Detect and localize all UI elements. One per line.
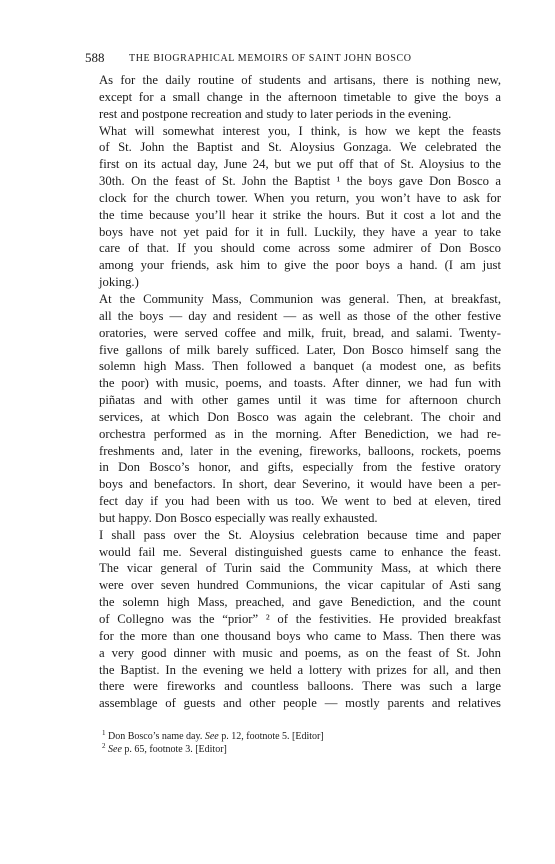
text-line: freshments and, later in the evening, fireworks, balloons, rockets, poems xyxy=(99,443,501,458)
text-line: were over seven hundred Communions, the vicar capitular of Asti sang xyxy=(99,578,501,593)
text-line: the poor) with music, poems, and toasts. After dinner, we had fun with xyxy=(99,376,501,391)
text-line: clock for the church tower. When you return, you won’t have to ask for xyxy=(99,190,501,205)
text-line: boys have not yet paid for it in full. Luckily, they have a year to take xyxy=(99,224,501,239)
paragraph xyxy=(85,123,501,291)
text-line: except for a small change in the afternoon timetable to give the boys a xyxy=(99,89,501,104)
text-line: What will somewhat interest you, I think, is how we kept the feasts xyxy=(99,123,501,138)
text-line: piñatas and with other games until it was time for afternoon church xyxy=(99,393,501,408)
text-line: At the Community Mass, Communion was general. Then, at breakfast, xyxy=(99,291,501,306)
paragraph xyxy=(85,527,501,712)
text-line: oratories, were served coffee and milk, fruit, bread, and salami. Twenty- xyxy=(99,325,501,340)
text-line: the solemn high Mass, preached, and gave Benediction, and the count xyxy=(99,595,501,610)
text-line: first on its actual day, June 24, but we put off that of St. Aloysius to the xyxy=(99,157,501,172)
footnotes xyxy=(102,730,502,756)
text-line: five gallons of milk barely sufficed. Later, Don Bosco himself sang the xyxy=(99,342,501,357)
text-line: As for the daily routine of students and artisans, there is nothing new, xyxy=(99,73,501,87)
text-line: a very good dinner with music and poems, as on the feast of St. John xyxy=(99,645,501,660)
text-line: all the boys — day and resident — as well as those of the other festive xyxy=(99,308,501,323)
text-line: care of that. If you should come across some admirer of Don Bosco xyxy=(99,241,501,256)
text-line: there were fireworks and countless balloons. There was such a large xyxy=(99,679,501,694)
text-line: the time because you’ll hear it strike the hours. But it cost a lot and the xyxy=(99,207,501,222)
text-line: orchestra performed as in the morning. After Benediction, we had re- xyxy=(99,426,501,441)
footnote-marker: 1 xyxy=(102,729,106,737)
text-line: joking.) xyxy=(99,275,139,290)
footnote xyxy=(102,743,502,756)
text-line: for the more than one thousand boys who came to Mass. Then there was xyxy=(99,628,501,643)
text-line: would fail me. Several distinguished guests came to enhance the feast. xyxy=(99,544,501,559)
footnote-text: Don Bosco’s name day. xyxy=(108,731,205,742)
text-line: rest and postpone recreation and study to later periods in the evening. xyxy=(99,106,452,121)
footnote-see: See xyxy=(108,744,122,755)
text-line: I shall pass over the St. Aloysius celebration because time and paper xyxy=(99,527,501,542)
text-line: of St. John the Baptist and St. Aloysius Gonzaga. We celebrated the xyxy=(99,140,501,155)
paragraph xyxy=(85,72,501,123)
text-line: The vicar general of Turin said the Community Mass, at which there xyxy=(99,561,501,576)
text-line: services, at which Don Bosco was again the celebrant. The choir and xyxy=(99,409,501,424)
page-number: 588 xyxy=(85,50,105,65)
text-line: of Collegno was the “prior” ² of the festivities. He provided breakfast xyxy=(99,612,501,626)
text-line: fect day if you had been with us too. We went to bed at eleven, tired xyxy=(99,494,501,509)
running-head: THE BIOGRAPHICAL MEMOIRS OF SAINT JOHN BOSCO xyxy=(129,53,412,64)
footnote-reference: p. 65, footnote 3. [Editor] xyxy=(121,744,227,755)
body-text xyxy=(85,72,501,712)
footnote-see: See xyxy=(204,731,219,742)
text-line: assemblage of guests and other people — mostly parents and relatives xyxy=(99,696,501,711)
footnote-marker: 2 xyxy=(102,742,106,750)
footnote-reference: p. 12, footnote 5. [Editor] xyxy=(218,731,324,742)
text-line: 30th. On the feast of St. John the Baptist ¹ the boys gave Don Bosco a xyxy=(99,174,501,189)
text-line: among your friends, ask him to give the poor boys a hand. (I am just xyxy=(99,258,501,273)
text-line: boys and benefactors. In short, dear Severino, it would have been a per- xyxy=(99,477,501,492)
text-line: solemn high Mass. Then followed a banquet (a modest one, as befits xyxy=(99,359,501,374)
text-line: in Don Bosco’s honor, and gifts, especially from the festive oratory xyxy=(99,460,501,475)
text-line: the Baptist. In the evening we held a lottery with prizes for all, and then xyxy=(99,662,501,677)
text-line: but happy. Don Bosco especially was really exhausted. xyxy=(99,510,378,525)
paragraph xyxy=(85,291,501,527)
footnote xyxy=(102,730,502,743)
